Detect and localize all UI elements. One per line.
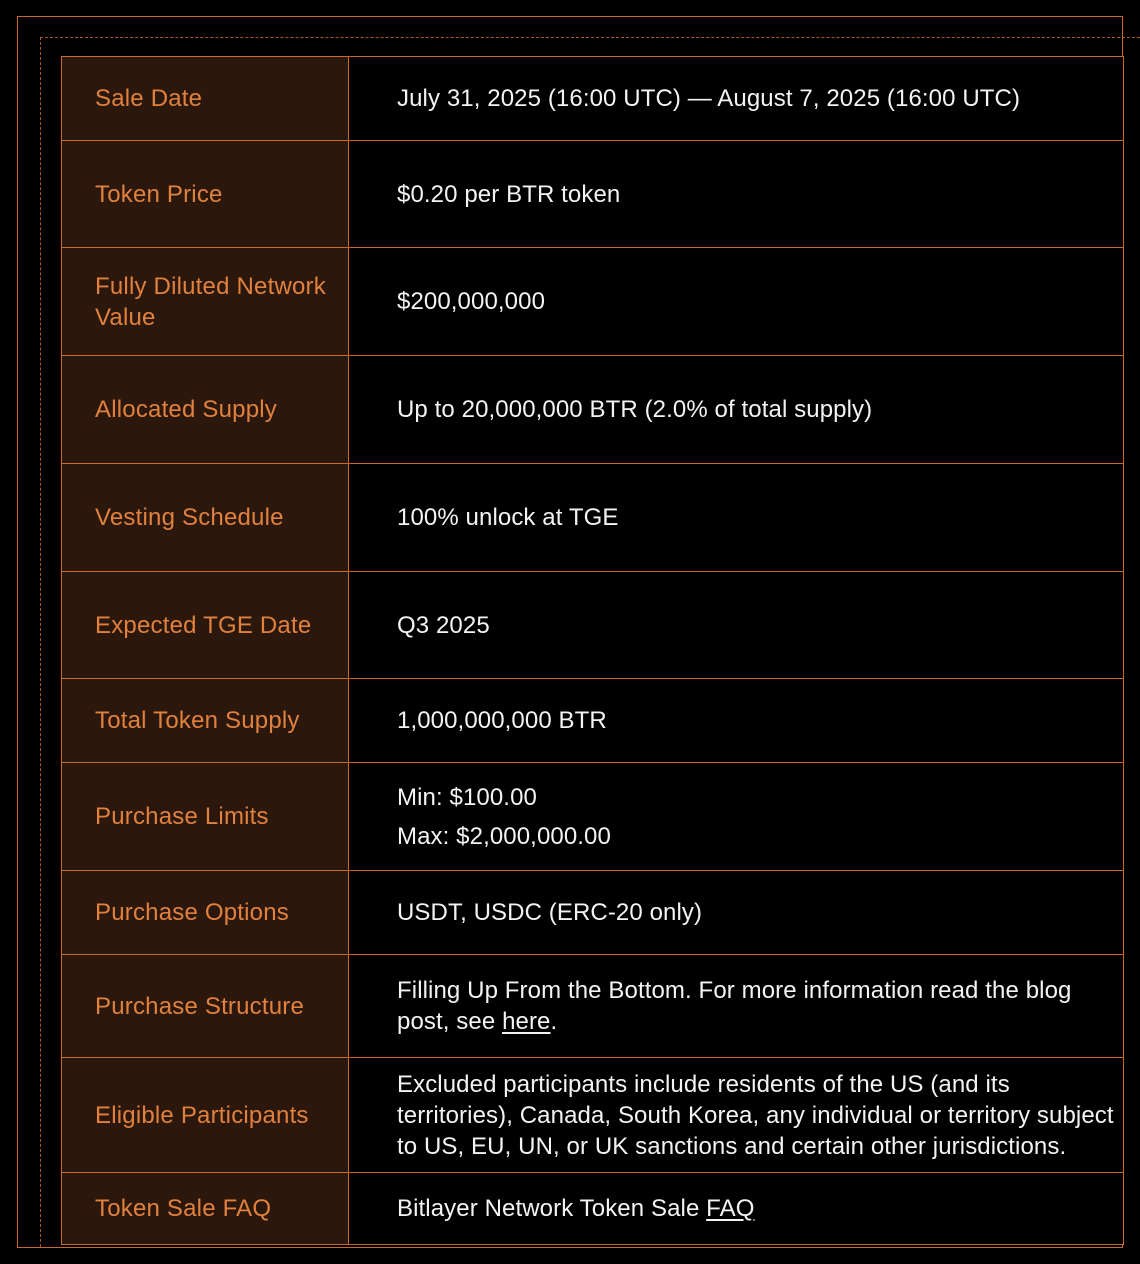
table-row-sale-date <box>62 57 1124 141</box>
row-value <box>349 141 1124 247</box>
row-label: Vesting Schedule <box>62 464 349 571</box>
purchase-limit-max: Max: $2,000,000.00 <box>397 822 611 850</box>
row-value <box>349 464 1124 571</box>
row-value <box>349 679 1124 762</box>
row-value <box>349 955 1124 1057</box>
row-value <box>349 763 1124 870</box>
row-label: Allocated Supply <box>62 356 349 463</box>
table-row-purchase-options <box>62 871 1124 955</box>
allocated-supply-value: Up to 20,000,000 BTR (2.0% of total supply) <box>397 396 873 423</box>
fdv-value: $200,000,000 <box>397 288 546 315</box>
row-label: Token Sale FAQ <box>62 1173 349 1244</box>
table-row-total-supply <box>62 679 1124 763</box>
row-value <box>349 248 1124 355</box>
row-value <box>349 572 1124 678</box>
row-label: Purchase Structure <box>62 955 349 1057</box>
purchase-limit-min: Min: $100.00 <box>397 783 537 811</box>
table-row-token-sale-faq <box>62 1173 1124 1245</box>
vesting-schedule-value: 100% unlock at TGE <box>397 504 619 531</box>
eligible-participants-value: Excluded participants include residents of the US (and its territories), Canada, South Korea, any individual or territory subject to US, EU, UN, or UK sanctions and certain other jurisdictions. <box>397 1070 1114 1160</box>
blog-post-link[interactable]: here <box>502 1008 551 1035</box>
row-label: Fully Diluted Network Value <box>62 248 349 355</box>
row-value <box>349 1173 1124 1244</box>
faq-link[interactable]: FAQ <box>706 1195 755 1222</box>
token-sale-faq-value <box>397 1193 1119 1224</box>
token-sale-details-table <box>61 56 1124 1245</box>
row-label: Eligible Participants <box>62 1058 349 1172</box>
row-label: Purchase Limits <box>62 763 349 870</box>
table-row-fdv <box>62 248 1124 356</box>
table-row-expected-tge-date <box>62 572 1124 679</box>
total-supply-value: 1,000,000,000 BTR <box>397 707 607 734</box>
sale-date-value: July 31, 2025 (16:00 UTC) — August 7, 2025 (16:00 UTC) <box>397 85 1021 112</box>
purchase-structure-value <box>397 975 1119 1037</box>
row-value <box>349 57 1124 140</box>
table-row-eligible-participants <box>62 1058 1124 1173</box>
table-row-purchase-structure <box>62 955 1124 1058</box>
token-price-value: $0.20 per BTR token <box>397 180 621 208</box>
row-label: Purchase Options <box>62 871 349 954</box>
row-label: Expected TGE Date <box>62 572 349 678</box>
row-value <box>349 871 1124 954</box>
purchase-options-value: USDT, USDC (ERC-20 only) <box>397 899 703 926</box>
table-row-vesting-schedule <box>62 464 1124 572</box>
tge-date-value: Q3 2025 <box>397 611 490 639</box>
faq-text: Bitlayer Network Token Sale <box>397 1195 707 1222</box>
table-row-allocated-supply <box>62 356 1124 464</box>
row-value <box>349 356 1124 463</box>
purchase-structure-suffix: . <box>550 1008 558 1035</box>
row-label: Sale Date <box>62 57 349 140</box>
row-label: Total Token Supply <box>62 679 349 762</box>
row-value <box>349 1058 1124 1172</box>
purchase-structure-text: Filling Up From the Bottom. For more information read the blog post, see <box>397 977 1072 1035</box>
table-row-purchase-limits <box>62 763 1124 871</box>
table-row-token-price <box>62 141 1124 248</box>
row-label: Token Price <box>62 141 349 247</box>
